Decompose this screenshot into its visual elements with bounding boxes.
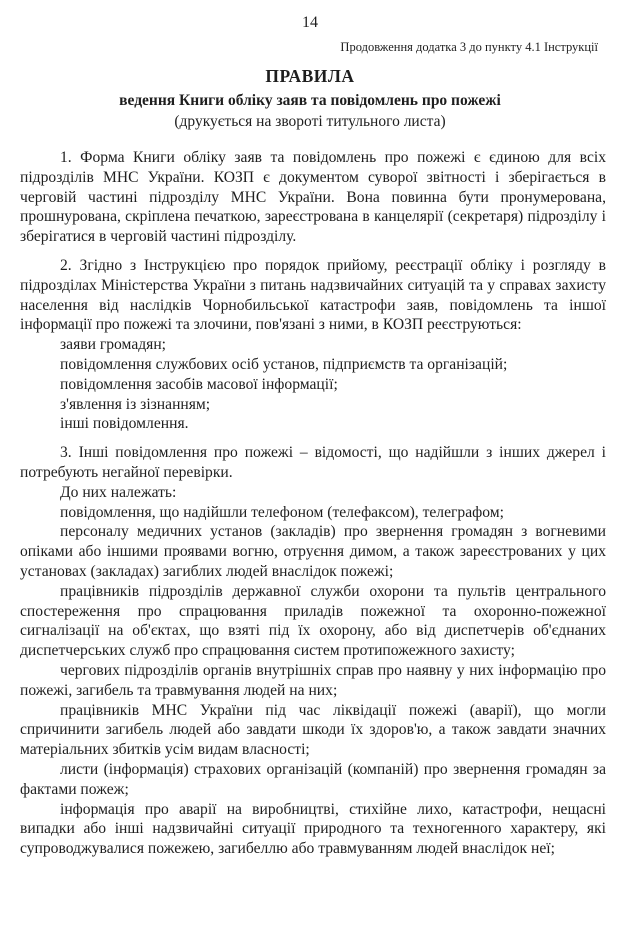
paragraph-2: 2. Згідно з Інструкцією про порядок прийому, реєстрації обліку і розгляду в підрозділах Міністерства України з питань надзвичайних ситуацій та у справах захисту населення від наслідків Чорнобильської катастрофи заяв, повідомлень та іншої інформації про пожежі та злочини, пов'язані з ними, в КОЗП реєструються: [20,256,606,334]
list-item: листи (інформація) страхових організацій (компаній) про звернення громадян за фактами пожеж; [20,760,606,798]
list-item: заяви громадян; [60,336,167,354]
page-number: 14 [302,14,318,31]
list-item: персоналу медичних установ (закладів) про звернення громадян з вогневими опіками або іншими проявами вогню, отруєння димом, а також зареєстрованих у цих установах (закладах) загиблих людей внаслідок пожежі; [20,523,606,580]
list-item: повідомлення, що надійшли телефоном (телефаксом), телеграфом; [60,503,504,521]
list-item: чергових підрозділів органів внутрішніх справ про наявну у них інформацію про пожежі, загибель та травмування людей на них; [20,661,606,699]
document-subtitle-note: (друкується на звороті титульного листа) [174,113,446,130]
paragraph-3-intro: До них належать: [60,483,177,501]
document-body [20,148,606,859]
document-title: ПРАВИЛА [265,66,355,86]
list-item: працівників МНС України під час ліквідації пожежі (аварії), що могли спричинити загибель людей або завдати шкоди їх здоров'ю, а також завдати значних матеріальних збитків усім видам власності; [20,701,606,759]
list-item: інформація про аварії на виробництві, стихійне лихо, катастрофи, нещасні випадки або інші надзвичайні ситуації природного та техногенного характеру, які супроводжувалися пожежею, загибеллю або травмуванням людей внаслідок неї; [20,800,606,858]
document-subtitle: ведення Книги обліку заяв та повідомлень про пожежі [119,92,501,109]
paragraph-1: 1. Форма Книги обліку заяв та повідомлень про пожежі є єдиною для всіх підрозділів МНС України. КОЗП є документом суворої звітності і зберігається в черговій частині підрозділу МНС України. Вона повинна бути пронумерована, прошнурована, скріплена печаткою, зареєстрована в канцелярії (секретаря) підрозділу і зберігатися в черговій частині підрозділу. [20,149,606,246]
list-item: з'явлення із зізнанням; [60,395,211,413]
paragraph-3: 3. Інші повідомлення про пожежі – відомості, що надійшли з інших джерел і потребують негайної перевірки. [20,444,606,481]
list-item: інші повідомлення. [60,415,189,433]
list-item: повідомлення службових осіб установ, підприємств та організацій; [60,355,508,373]
list-item: працівників підрозділів державної служби охорони та пультів центрального спостереження про спрацювання приладів пожежної та охоронно-пожежної сигналізації на об'єктах, що взяті під їх охорону, або від диспетчерів об'єднаних диспетчерських служб про спрацювання систем протипожежного захисту; [20,582,606,660]
continuation-note: Продовження додатка 3 до пункту 4.1 Інструкції [340,40,598,54]
list-item: повідомлення засобів масової інформації; [60,375,338,393]
